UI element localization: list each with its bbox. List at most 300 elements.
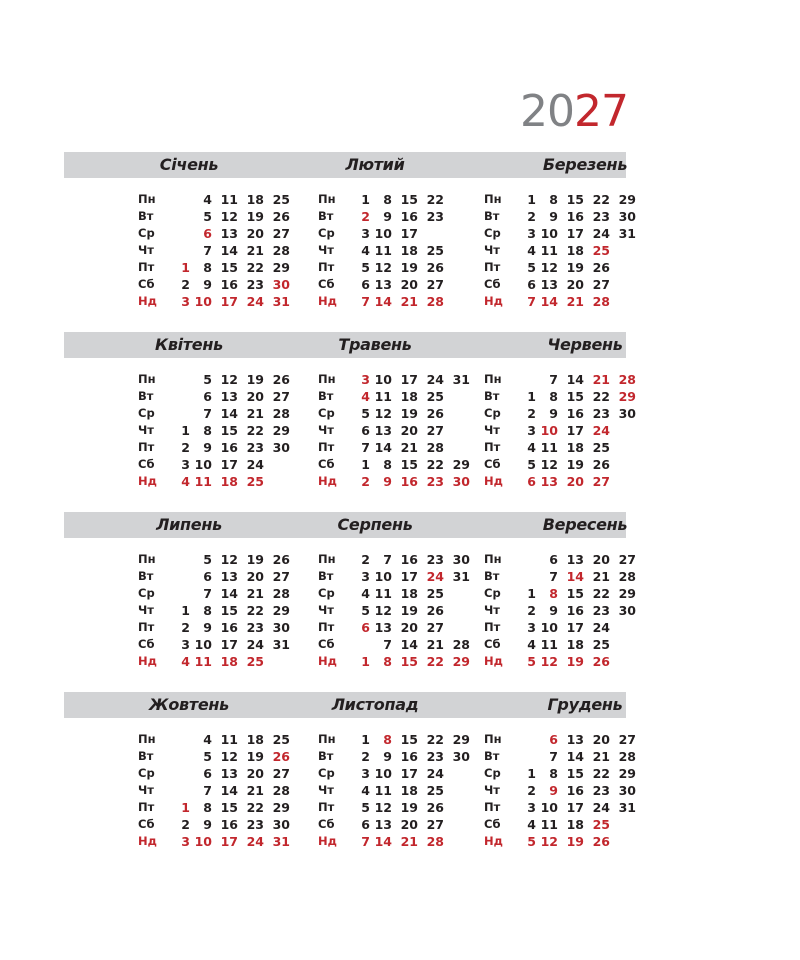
year-title (520, 86, 628, 137)
day-number: 6 (203, 226, 212, 241)
day-number: 30 (272, 440, 290, 455)
weekday-label: Пн (138, 372, 156, 386)
weekday-row (484, 817, 644, 834)
month-block (484, 552, 644, 680)
day-number: 24 (592, 423, 610, 438)
day-number: 4 (181, 474, 190, 489)
day-number: 1 (361, 732, 370, 747)
day-number: 5 (361, 406, 370, 421)
day-number: 8 (383, 732, 392, 747)
day-number: 27 (272, 569, 290, 584)
month-name: Грудень (547, 695, 623, 714)
month-name: Листопад (331, 695, 419, 714)
weekday-label: Чт (138, 783, 154, 797)
day-number: 30 (618, 209, 636, 224)
day-number: 16 (400, 749, 418, 764)
day-number: 25 (592, 243, 610, 258)
day-number: 1 (527, 586, 536, 601)
day-number: 7 (361, 834, 370, 849)
weekday-label: Вт (318, 749, 334, 763)
day-number: 30 (618, 783, 636, 798)
day-number: 25 (592, 440, 610, 455)
day-number: 10 (194, 457, 212, 472)
day-number: 19 (566, 834, 584, 849)
day-number: 6 (549, 552, 558, 567)
day-number: 14 (220, 586, 238, 601)
weekday-label: Нд (138, 474, 157, 488)
weekday-row (138, 294, 298, 311)
weekday-row (318, 406, 478, 423)
day-number: 16 (566, 406, 584, 421)
day-number: 9 (549, 209, 558, 224)
weekday-row (138, 440, 298, 457)
day-number: 3 (527, 423, 536, 438)
day-number: 16 (220, 620, 238, 635)
day-number: 21 (400, 294, 418, 309)
day-number: 19 (400, 260, 418, 275)
weekday-label: Ср (318, 586, 335, 600)
day-number: 21 (592, 749, 610, 764)
day-number: 13 (566, 552, 584, 567)
day-number: 23 (426, 209, 444, 224)
weekday-label: Сб (138, 817, 155, 831)
weekday-label: Ср (138, 226, 155, 240)
day-number: 3 (181, 294, 190, 309)
day-number: 30 (272, 817, 290, 832)
weekday-row (138, 749, 298, 766)
day-number: 27 (272, 226, 290, 241)
weekday-row (138, 834, 298, 851)
weekday-row (484, 552, 644, 569)
month-block (318, 192, 478, 320)
day-number: 10 (540, 226, 558, 241)
day-number: 9 (549, 406, 558, 421)
weekday-label: Пт (484, 260, 501, 274)
day-number: 21 (246, 586, 264, 601)
weekday-label: Ср (484, 226, 501, 240)
weekday-row (318, 192, 478, 209)
day-number: 27 (426, 277, 444, 292)
day-number: 16 (400, 209, 418, 224)
day-number: 13 (374, 620, 392, 635)
day-number: 20 (246, 389, 264, 404)
day-number: 7 (383, 637, 392, 652)
day-number: 19 (566, 260, 584, 275)
weekday-label: Чт (318, 423, 334, 437)
day-number: 14 (220, 783, 238, 798)
day-number: 10 (374, 766, 392, 781)
day-number: 8 (549, 389, 558, 404)
weekday-row (138, 209, 298, 226)
weekday-label: Пт (138, 620, 155, 634)
weekday-label: Ср (318, 226, 335, 240)
day-number: 2 (361, 749, 370, 764)
weekday-label: Чт (318, 243, 334, 257)
day-number: 16 (400, 552, 418, 567)
day-number: 12 (374, 800, 392, 815)
weekday-label: Ср (484, 766, 501, 780)
weekday-row (484, 620, 644, 637)
weekday-label: Нд (138, 294, 157, 308)
day-number: 25 (592, 817, 610, 832)
day-number: 18 (400, 389, 418, 404)
day-number: 9 (549, 783, 558, 798)
day-number: 3 (361, 569, 370, 584)
day-number: 28 (272, 586, 290, 601)
month-name: Жовтень (149, 695, 229, 714)
weekday-row (318, 372, 478, 389)
day-number: 12 (220, 209, 238, 224)
day-number: 26 (592, 654, 610, 669)
day-number: 13 (374, 277, 392, 292)
day-number: 9 (203, 277, 212, 292)
day-number: 1 (181, 800, 190, 815)
weekday-row (138, 457, 298, 474)
day-number: 16 (220, 277, 238, 292)
weekday-label: Вт (484, 209, 500, 223)
month-name: Квітень (155, 335, 223, 354)
month-block (484, 372, 644, 500)
weekday-label: Пт (318, 620, 335, 634)
day-number: 3 (181, 637, 190, 652)
day-number: 5 (361, 260, 370, 275)
day-number: 12 (540, 654, 558, 669)
day-number: 27 (592, 474, 610, 489)
day-number: 27 (272, 766, 290, 781)
day-number: 22 (426, 732, 444, 747)
weekday-label: Нд (318, 294, 337, 308)
day-number: 22 (426, 654, 444, 669)
weekday-label: Пт (138, 260, 155, 274)
weekday-row (318, 277, 478, 294)
weekday-row (318, 423, 478, 440)
day-number: 26 (426, 603, 444, 618)
day-number: 26 (426, 406, 444, 421)
weekday-row (138, 800, 298, 817)
weekday-label: Ср (318, 766, 335, 780)
day-number: 5 (527, 260, 536, 275)
weekday-row (138, 766, 298, 783)
weekday-label: Сб (138, 637, 155, 651)
day-number: 20 (246, 226, 264, 241)
day-number: 19 (246, 552, 264, 567)
day-number: 23 (426, 552, 444, 567)
day-number: 5 (203, 552, 212, 567)
day-number: 10 (374, 569, 392, 584)
day-number: 29 (452, 654, 470, 669)
day-number: 20 (400, 277, 418, 292)
day-number: 29 (272, 423, 290, 438)
day-number: 7 (361, 440, 370, 455)
day-number: 25 (426, 586, 444, 601)
day-number: 6 (361, 277, 370, 292)
weekday-row (484, 406, 644, 423)
day-number: 22 (426, 192, 444, 207)
weekday-row (318, 783, 478, 800)
day-number: 22 (592, 389, 610, 404)
day-number: 28 (426, 440, 444, 455)
day-number: 14 (400, 637, 418, 652)
year-part-gray: 20 (520, 86, 574, 137)
day-number: 12 (540, 834, 558, 849)
day-number: 25 (246, 654, 264, 669)
day-number: 17 (220, 294, 238, 309)
day-number: 25 (426, 243, 444, 258)
day-number: 30 (452, 474, 470, 489)
day-number: 15 (400, 457, 418, 472)
day-number: 2 (181, 620, 190, 635)
month-name: Вересень (542, 515, 628, 534)
day-number: 23 (426, 474, 444, 489)
day-number: 23 (246, 440, 264, 455)
month-block (138, 372, 298, 500)
weekday-row (318, 620, 478, 637)
day-number: 11 (540, 637, 558, 652)
day-number: 15 (220, 260, 238, 275)
day-number: 12 (220, 372, 238, 387)
weekday-row (318, 552, 478, 569)
day-number: 24 (426, 569, 444, 584)
month-block (138, 732, 298, 860)
day-number: 9 (383, 749, 392, 764)
day-number: 24 (246, 294, 264, 309)
day-number: 25 (426, 389, 444, 404)
weekday-label: Сб (318, 817, 335, 831)
day-number: 17 (400, 226, 418, 241)
weekday-row (484, 372, 644, 389)
day-number: 31 (272, 637, 290, 652)
day-number: 17 (400, 372, 418, 387)
day-number: 7 (203, 586, 212, 601)
weekday-label: Вт (138, 749, 154, 763)
day-number: 22 (426, 457, 444, 472)
day-number: 2 (181, 817, 190, 832)
day-number: 20 (566, 474, 584, 489)
day-number: 19 (400, 603, 418, 618)
day-number: 20 (246, 766, 264, 781)
weekday-row (318, 209, 478, 226)
day-number: 13 (220, 569, 238, 584)
day-number: 15 (566, 389, 584, 404)
weekday-label: Пт (484, 800, 501, 814)
day-number: 23 (246, 277, 264, 292)
weekday-row (484, 586, 644, 603)
day-number: 25 (426, 783, 444, 798)
day-number: 18 (566, 440, 584, 455)
day-number: 6 (527, 474, 536, 489)
day-number: 8 (549, 766, 558, 781)
day-number: 4 (181, 654, 190, 669)
weekday-row (318, 749, 478, 766)
day-number: 7 (203, 406, 212, 421)
day-number: 29 (272, 260, 290, 275)
month-name: Червень (547, 335, 623, 354)
day-number: 21 (246, 243, 264, 258)
day-number: 30 (618, 406, 636, 421)
day-number: 29 (272, 603, 290, 618)
day-number: 12 (374, 406, 392, 421)
day-number: 21 (400, 834, 418, 849)
weekday-label: Ср (138, 406, 155, 420)
day-number: 21 (592, 372, 610, 387)
weekday-row (138, 243, 298, 260)
weekday-row (484, 192, 644, 209)
weekday-row (138, 474, 298, 491)
weekday-label: Чт (484, 423, 500, 437)
weekday-label: Чт (138, 603, 154, 617)
month-block (484, 192, 644, 320)
day-number: 31 (618, 800, 636, 815)
day-number: 31 (618, 226, 636, 241)
weekday-label: Сб (484, 457, 501, 471)
day-number: 20 (592, 552, 610, 567)
day-number: 21 (246, 783, 264, 798)
day-number: 11 (374, 389, 392, 404)
weekday-label: Сб (484, 817, 501, 831)
day-number: 17 (566, 423, 584, 438)
day-number: 28 (618, 372, 636, 387)
day-number: 14 (374, 294, 392, 309)
day-number: 23 (246, 620, 264, 635)
weekday-label: Пт (484, 440, 501, 454)
weekday-label: Вт (484, 749, 500, 763)
day-number: 28 (426, 834, 444, 849)
day-number: 24 (592, 226, 610, 241)
weekday-row (138, 569, 298, 586)
day-number: 6 (203, 766, 212, 781)
month-name: Лютий (345, 155, 405, 174)
day-number: 6 (361, 620, 370, 635)
day-number: 12 (540, 260, 558, 275)
day-number: 17 (220, 637, 238, 652)
day-number: 29 (618, 586, 636, 601)
day-number: 5 (203, 749, 212, 764)
weekday-row (138, 654, 298, 671)
day-number: 28 (426, 294, 444, 309)
day-number: 3 (527, 226, 536, 241)
weekday-label: Пн (138, 732, 156, 746)
weekday-row (484, 732, 644, 749)
day-number: 21 (400, 440, 418, 455)
day-number: 9 (549, 603, 558, 618)
weekday-row (318, 834, 478, 851)
day-number: 16 (220, 440, 238, 455)
day-number: 30 (452, 749, 470, 764)
weekday-label: Пт (138, 440, 155, 454)
day-number: 9 (383, 209, 392, 224)
weekday-row (484, 260, 644, 277)
weekday-row (318, 637, 478, 654)
day-number: 28 (618, 569, 636, 584)
weekday-label: Вт (138, 209, 154, 223)
weekday-label: Пн (484, 732, 502, 746)
day-number: 19 (400, 800, 418, 815)
day-number: 11 (220, 192, 238, 207)
day-number: 8 (383, 192, 392, 207)
weekday-label: Вт (484, 389, 500, 403)
day-number: 3 (361, 372, 370, 387)
weekday-row (138, 732, 298, 749)
day-number: 10 (540, 620, 558, 635)
day-number: 8 (203, 603, 212, 618)
day-number: 5 (361, 603, 370, 618)
day-number: 5 (527, 457, 536, 472)
day-number: 10 (194, 637, 212, 652)
day-number: 3 (527, 800, 536, 815)
day-number: 16 (400, 474, 418, 489)
weekday-label: Нд (484, 834, 503, 848)
day-number: 22 (592, 586, 610, 601)
weekday-label: Чт (138, 423, 154, 437)
day-number: 25 (246, 474, 264, 489)
day-number: 21 (246, 406, 264, 421)
day-number: 10 (540, 800, 558, 815)
day-number: 15 (400, 654, 418, 669)
day-number: 7 (203, 783, 212, 798)
day-number: 11 (540, 817, 558, 832)
weekday-row (484, 749, 644, 766)
day-number: 11 (540, 243, 558, 258)
day-number: 13 (374, 817, 392, 832)
weekday-row (138, 192, 298, 209)
weekday-label: Сб (318, 637, 335, 651)
day-number: 21 (426, 637, 444, 652)
day-number: 4 (203, 192, 212, 207)
day-number: 24 (592, 620, 610, 635)
day-number: 13 (540, 474, 558, 489)
weekday-row (484, 423, 644, 440)
weekday-row (318, 243, 478, 260)
month-block (318, 372, 478, 500)
day-number: 17 (400, 569, 418, 584)
day-number: 23 (592, 406, 610, 421)
day-number: 6 (549, 732, 558, 747)
year-part-red: 27 (574, 86, 628, 137)
weekday-row (138, 389, 298, 406)
day-number: 15 (220, 800, 238, 815)
weekday-row (138, 226, 298, 243)
day-number: 1 (527, 766, 536, 781)
weekday-label: Сб (484, 637, 501, 651)
day-number: 16 (566, 209, 584, 224)
day-number: 26 (272, 209, 290, 224)
day-number: 8 (549, 192, 558, 207)
month-block (318, 552, 478, 680)
day-number: 16 (566, 603, 584, 618)
day-number: 30 (452, 552, 470, 567)
day-number: 18 (566, 637, 584, 652)
day-number: 29 (618, 192, 636, 207)
weekday-row (484, 440, 644, 457)
month-block (318, 732, 478, 860)
weekday-row (318, 766, 478, 783)
weekday-label: Ср (138, 586, 155, 600)
weekday-label: Пн (484, 552, 502, 566)
weekday-row (138, 260, 298, 277)
day-number: 4 (527, 817, 536, 832)
day-number: 14 (566, 569, 584, 584)
day-number: 21 (566, 294, 584, 309)
day-number: 22 (246, 423, 264, 438)
day-number: 19 (566, 654, 584, 669)
day-number: 27 (426, 817, 444, 832)
weekday-label: Нд (138, 834, 157, 848)
day-number: 20 (246, 569, 264, 584)
weekday-label: Чт (484, 783, 500, 797)
weekday-label: Ср (138, 766, 155, 780)
day-number: 13 (540, 277, 558, 292)
weekday-row (138, 406, 298, 423)
